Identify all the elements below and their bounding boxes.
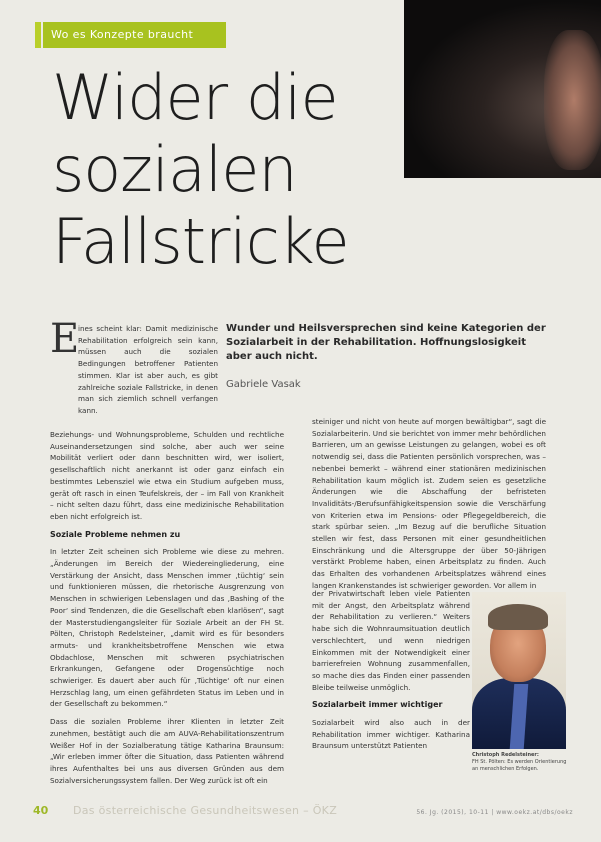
subheading: Soziale Probleme nehmen zu [50,529,181,539]
photo-hand-detail [544,30,601,170]
section-kicker: Wo es Konzepte braucht [43,22,226,48]
article-lead: Wunder und Heilsversprechen sind keine Kategorien der Sozialarbeit in der Rehabilitation. Hoffnungslosigkeit aber auch nicht. [226,323,546,362]
page-number: 40 [33,804,49,817]
portrait-photo [472,592,566,749]
body-paragraph: Dass die sozialen Probleme ihrer Klienten in letzter Zeit zunehmen, bestätigt auch die am AUVA-Rehabilitationszentrum Weißer Hof in der Sozialberatung tätige Katharina Braunsum: „Wir erleben immer öfter die Situation, dass Patienten während ihres Aufenthaltes bei uns aus diversen Gründen aus dem Sozialversicherungssystem fallen. Der Weg zurück ist oft ein [50,717,284,785]
column-right-top [312,416,546,598]
body-paragraph: Sozialarbeit wird also auch in der Rehabilitation immer wichtiger. Katharina Braunsum unterstützt Patienten [312,718,470,751]
intro-text [78,323,218,423]
photo-caption [472,752,568,773]
header-photo [404,0,601,178]
intro-paragraph: ines scheint klar: Damit medizinische Rehabilitation erfolgreich sein kann, müssen auch die sozialen Bedingungen betroffener Patienten stimmen. Klar ist aber auch, es gibt zahlreiche soziale Fallstricke, in denen man sich ziemlich schnell verfangen kann. [78,324,218,415]
headline-line-1: Wider die [52,61,338,134]
body-paragraph: Beziehungs- und Wohnungsprobleme, Schulden und rechtliche Auseinandersetzungen sind solche, aber auch wer seine Mobilität verliert oder dann beschnitten wird, wer isoliert, gesellschaftlich nicht anerkannt ist oder ganz einfach ein bestimmtes Lebensziel wie etwa ein Studium aufgeben muss, gerät oft rasch in einen Teufelskreis, der – im Fall von Krankheit – nicht selten dazu führt, dass eine medizinische Rehabilitation eben nicht erfolgreich ist. [50,430,284,521]
column-right-bottom [312,588,470,758]
headline-line-3: Fallstricke [52,205,349,278]
page-footer [33,804,573,818]
body-paragraph: steiniger und nicht von heute auf morgen bewältigbar“, sagt die Sozialarbeiterin. Und sie berichtet von immer mehr behördlichen Barrieren, um an gewisse Leistungen zu gelangen, wobei es oft notwendig sei, dass die Patienten persönlich vorsprechen, was – nebenbei bemerkt – während einer stationären medizinischen Rehabilitation kaum möglich ist. Zudem seien es gesetzliche Änderungen wie die Abschaffung der befristeten Invaliditäts-/Berufsunfähigkeitspension sowie die Verschärfung von Kriterien etwa im Pensions- oder Pflegegeldbereich, die stark spürbar seien. „Im Bezug auf die berufliche Situation stellen wir fest, dass Personen mit einer gesundheitlichen Einschränkung und die Altersgruppe der über 50-Jährigen verstärkt Probleme haben, einen Arbeitsplatz zu finden. Auch das Erhalten des vorhandenen Arbeitsplatzes während eines langen Krankenstandes ist schwieriger geworden. Vor allem in [312,417,546,590]
kicker-accent-bar [35,22,41,48]
portrait-hair [488,604,548,630]
drop-cap: E [50,316,80,362]
caption-text: FH St. Pölten: Es werden Orientierung an menschlichen Erfolgen. [472,759,567,772]
subheading: Sozialarbeit immer wichtiger [312,700,443,710]
column-left [50,429,284,792]
issue-info: 56. Jg. (2015), 10-11 | www.oekz.at/dbs/oekz [416,809,573,816]
article-headline [52,62,402,278]
headline-line-2: sozialen [52,133,297,206]
article-author: Gabriele Vasak [226,379,301,390]
journal-name: Das österreichische Gesundheitswesen – ÖKZ [73,804,338,817]
body-paragraph: der Privatwirtschaft leben viele Patienten mit der Angst, den Arbeitsplatz während der Rehabilitation zu verlieren.“ Weiters habe sich die Wohnraumsituation deutlich verschlechtert, und wenn niedrigen Einkommen mit der Notwendigkeit einer barrierefreien Wohnung zusammenfallen, so mache dies das Finden einer passenden Bleibe teilweise unmöglich. [312,589,470,692]
caption-name: Christoph Redelsteiner: [472,752,539,758]
body-paragraph: In letzter Zeit scheinen sich Probleme wie diese zu mehren. „Änderungen im Bereich der Wiedereingliederung, eine Verstärkung der Ansicht, dass Menschen immer ‚tüchtig‘ sein und funktionieren müssen, die rhetorische Ausgrenzung von Menschen in schwierigen Lebenslagen und das ‚Bashing of the Poor‘ sind Tendenzen, die die Gesellschaft eben klarlösen“, sagt der Masterstudiengangsleiter für Soziale Arbeit an der FH St. Pölten, Christoph Redelsteiner, „damit wird es für besonders armuts- und krankheitsbetroffene Menschen wie etwa Obdachlose, Menschen mit schweren psychiatrischen Erkrankungen, Gefangene oder Drogensüchtige noch schwieriger. Es dauert aber auch für ‚Tüchtige‘ oft nur einen Herzschlag lang, um einen gefährdeten Status im Leben und in der Gesellschaft zu bekommen.“ [50,547,284,709]
